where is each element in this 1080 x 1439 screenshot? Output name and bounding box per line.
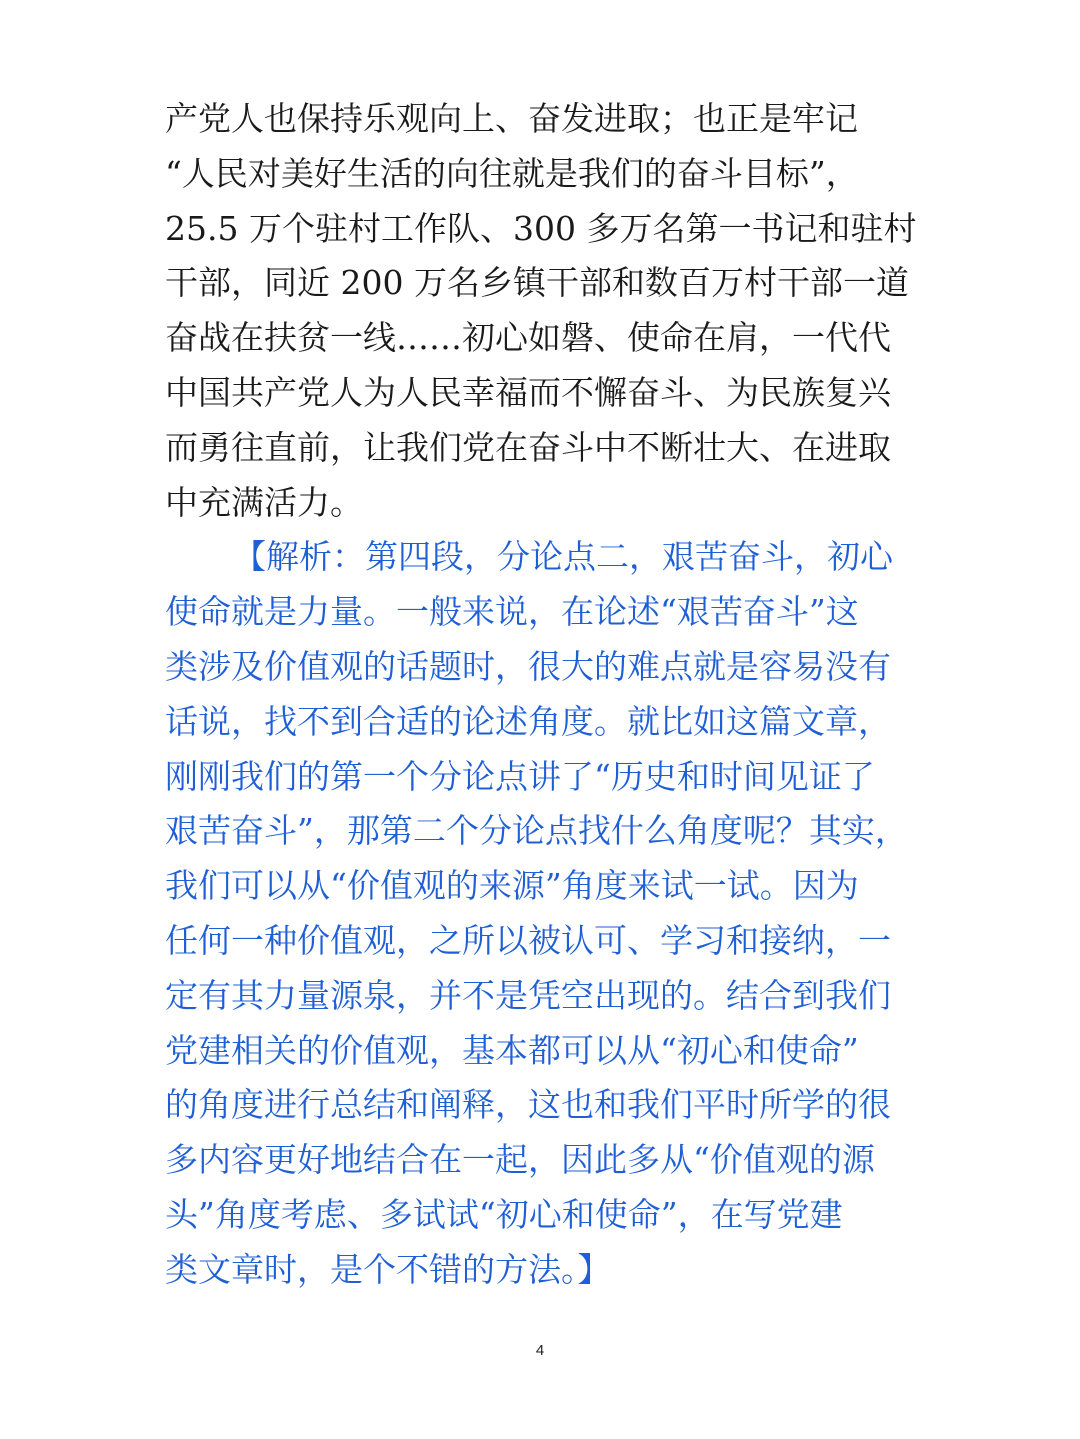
body-line: 25.5 万个驻村工作队、300 多万名第一书记和驻村 [165, 208, 917, 248]
page-number: 4 [535, 1342, 545, 1359]
analysis-line: 多内容更好地结合在一起，因此多从“价值观的源 [165, 1140, 875, 1180]
analysis-paragraph [165, 530, 925, 1297]
analysis-line: 类文章时，是个不错的方法。】 [165, 1249, 611, 1289]
analysis-line: 的角度进行总结和阐释，这也和我们平时所学的很 [165, 1085, 891, 1125]
analysis-line: 刚刚我们的第一个分论点讲了“历史和时间见证了 [165, 756, 875, 796]
body-line: 中国共产党人为人民幸福而不懈奋斗、为民族复兴 [165, 372, 891, 412]
body-line: 中充满活力。 [165, 482, 363, 522]
analysis-line: 定有其力量源泉，并不是凭空出现的。结合到我们 [165, 975, 891, 1015]
analysis-line: 使命就是力量。一般来说，在论述“艰苦奋斗”这 [165, 592, 859, 632]
body-paragraph [165, 92, 925, 530]
body-line: 奋战在扶贫一线……初心如磐、使命在肩，一代代 [165, 318, 891, 358]
body-line: 产党人也保持乐观向上、奋发进取；也正是牢记 [165, 99, 858, 138]
analysis-line: 党建相关的价值观，基本都可以从“初心和使命” [165, 1030, 859, 1070]
analysis-line: 任何一种价值观，之所以被认可、学习和接纳，一 [165, 920, 891, 960]
analysis-line: 艰苦奋斗”，那第二个分论点找什么角度呢？其实， [165, 811, 908, 851]
analysis-line: 头”角度考虑、多试试“初心和使命”，在写党建 [165, 1194, 843, 1234]
body-line: 干部，同近 200 万名乡镇干部和数百万村干部一道 [165, 263, 909, 303]
body-line: 而勇往直前，让我们党在奋斗中不断壮大、在进取 [165, 427, 891, 467]
analysis-line: 我们可以从“价值观的来源”角度来试一试。因为 [165, 866, 859, 906]
page-content [165, 92, 925, 1298]
body-line: “人民对美好生活的向往就是我们的奋斗目标”， [165, 153, 859, 193]
analysis-line: 类涉及价值观的话题时，很大的难点就是容易没有 [165, 646, 891, 686]
analysis-line: 话说，找不到合适的论述角度。就比如这篇文章， [165, 701, 891, 741]
analysis-line: 【解析：第四段，分论点二，艰苦奋斗，初心 [233, 537, 893, 577]
